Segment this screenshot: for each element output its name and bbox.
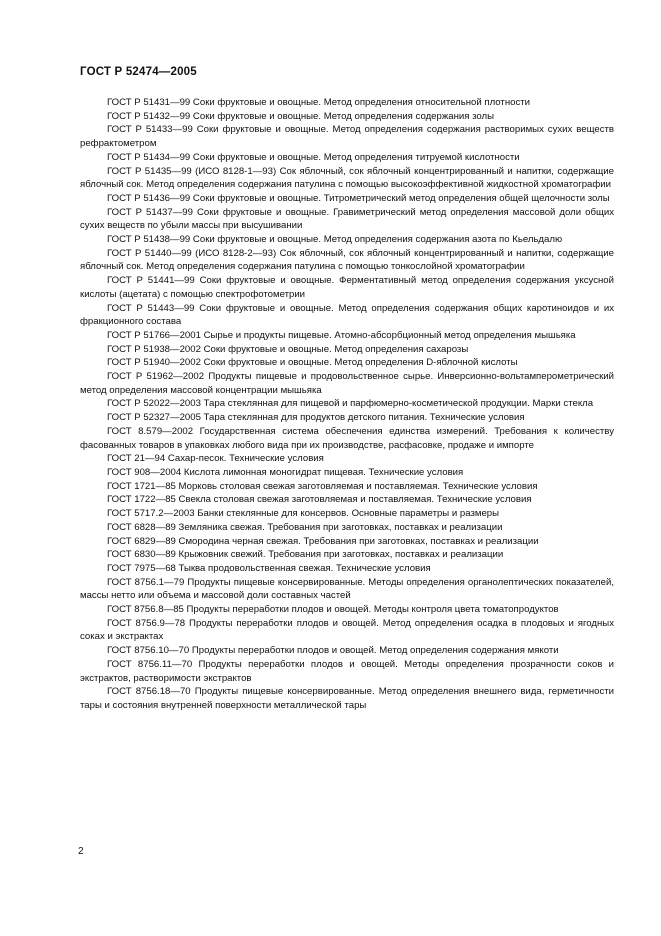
list-item: ГОСТ Р 51435—99 (ИСО 8128-1—93) Сок яблочный, сок яблочный концентрированный и напитки, содержащие яблочный сок. Метод определения содержания патулина с помощью высокоэффективной жидкостной хроматографии <box>80 165 614 191</box>
list-item: ГОСТ 8756.10—70 Продукты переработки плодов и овощей. Метод определения содержания мякоти <box>107 645 559 657</box>
list-item: ГОСТ 6828—89 Земляника свежая. Требования при заготовках, поставках и реализации <box>107 521 503 533</box>
page-number: 2 <box>78 846 84 857</box>
list-item: ГОСТ 21—94 Сахар-песок. Технические условия <box>107 453 324 465</box>
list-item: ГОСТ 8756.18—70 Продукты пищевые консервированные. Метод определения внешнего вида, герметичности тары и состояния внутренней поверхности металлической тары <box>80 686 614 711</box>
references-list <box>80 96 614 713</box>
list-item: ГОСТ Р 51962—2002 Продукты пищевые и продовольственное сырье. Инверсионно-вольтамперометрический метод определения массовой концентрации мышьяка <box>80 371 614 396</box>
list-item: ГОСТ 8756.11—70 Продукты переработки плодов и овощей. Методы определения прозрачности соков и экстрактов, растворимости экстрактов <box>80 658 614 684</box>
list-item: ГОСТ Р 51443—99 Соки фруктовые и овощные. Метод определения содержания общих каротиноидов и их фракционного состава <box>80 302 614 328</box>
list-item: ГОСТ Р 51433—99 Соки фруктовые и овощные. Метод определения содержания растворимых сухих веществ рефрактометром <box>80 124 614 150</box>
list-item: ГОСТ 8756.9—78 Продукты переработки плодов и овощей. Метод определения осадка в плодовых и ягодных соках и экстрактах <box>80 617 614 643</box>
list-item: ГОСТ 6829—89 Смородина черная свежая. Требования при заготовках, поставках и реализации <box>107 535 539 547</box>
list-item: ГОСТ Р 51434—99 Соки фруктовые и овощные. Метод определения титруемой кислотности <box>107 151 520 163</box>
list-item: ГОСТ 5717.2—2003 Банки стеклянные для консервов. Основные параметры и размеры <box>107 508 500 520</box>
list-item: ГОСТ 1721—85 Морковь столовая свежая заготовляемая и поставляемая. Технические условия <box>107 480 538 492</box>
list-item: ГОСТ Р 51438—99 Соки фруктовые и овощные. Метод определения содержания азота по Кьельдалю <box>107 234 563 246</box>
list-item: ГОСТ 8.579—2002 Государственная система обеспечения единства измерений. Требования к количеству фасованных товаров в упаковках любого вида при их производстве, расфасовке, продаже и импорте <box>80 425 614 451</box>
list-item: ГОСТ Р 51437—99 Соки фруктовые и овощные. Гравиметрический метод определения массовой доли общих сухих веществ по убыли массы при высушивании <box>80 206 614 232</box>
list-item: ГОСТ 7975—68 Тыква продовольственная свежая. Технические условия <box>107 562 431 574</box>
list-item: ГОСТ Р 51431—99 Соки фруктовые и овощные. Метод определения относительной плотности <box>107 97 531 108</box>
list-item: ГОСТ 8756.8—85 Продукты переработки плодов и овощей. Методы контроля цвета томатопродуктов <box>107 604 559 616</box>
list-item: ГОСТ Р 51766—2001 Сырье и продукты пищевые. Атомно-абсорбционный метод определения мышьяка <box>107 329 576 341</box>
list-item: ГОСТ Р 51432—99 Соки фруктовые и овощные. Метод определения содержания золы <box>107 110 495 122</box>
list-item: ГОСТ Р 52327—2005 Тара стеклянная для продуктов детского питания. Технические условия <box>107 412 525 424</box>
list-item: ГОСТ Р 52022—2003 Тара стеклянная для пищевой и парфюмерно-косметической продукции. Марки стекла <box>107 398 594 410</box>
list-item: ГОСТ Р 51440—99 (ИСО 8128-2—93) Сок яблочный, сок яблочный концентрированный и напитки, содержащие яблочный сок. Метод определения содержания патулина с помощью тонкослойной хроматографии <box>80 247 614 273</box>
list-item: ГОСТ 8756.1—79 Продукты пищевые консервированные. Методы определения органолептических показателей, массы нетто или объема и массовой доли составных частей <box>80 576 614 602</box>
list-item: ГОСТ Р 51940—2002 Соки фруктовые и овощные. Метод определения D-яблочной кислоты <box>107 357 518 369</box>
list-item: ГОСТ 6830—89 Крыжовник свежий. Требования при заготовках, поставках и реализации <box>107 549 504 561</box>
page-title: ГОСТ Р 52474—2005 <box>80 66 197 78</box>
list-item: ГОСТ Р 51436—99 Соки фруктовые и овощные. Титрометрический метод определения общей щелочности золы <box>107 192 610 204</box>
list-item: ГОСТ Р 51938—2002 Соки фруктовые и овощные. Метод определения сахарозы <box>107 343 469 355</box>
list-item: ГОСТ 908—2004 Кислота лимонная моногидрат пищевая. Технические условия <box>107 466 464 478</box>
list-item: ГОСТ 1722—85 Свекла столовая свежая заготовляемая и поставляемая. Технические условия <box>107 494 532 506</box>
list-item: ГОСТ Р 51441—99 Соки фруктовые и овощные. Ферментативный метод определения содержания уксусной кислоты (ацетата) с помощью спектрофотометрии <box>80 275 614 300</box>
